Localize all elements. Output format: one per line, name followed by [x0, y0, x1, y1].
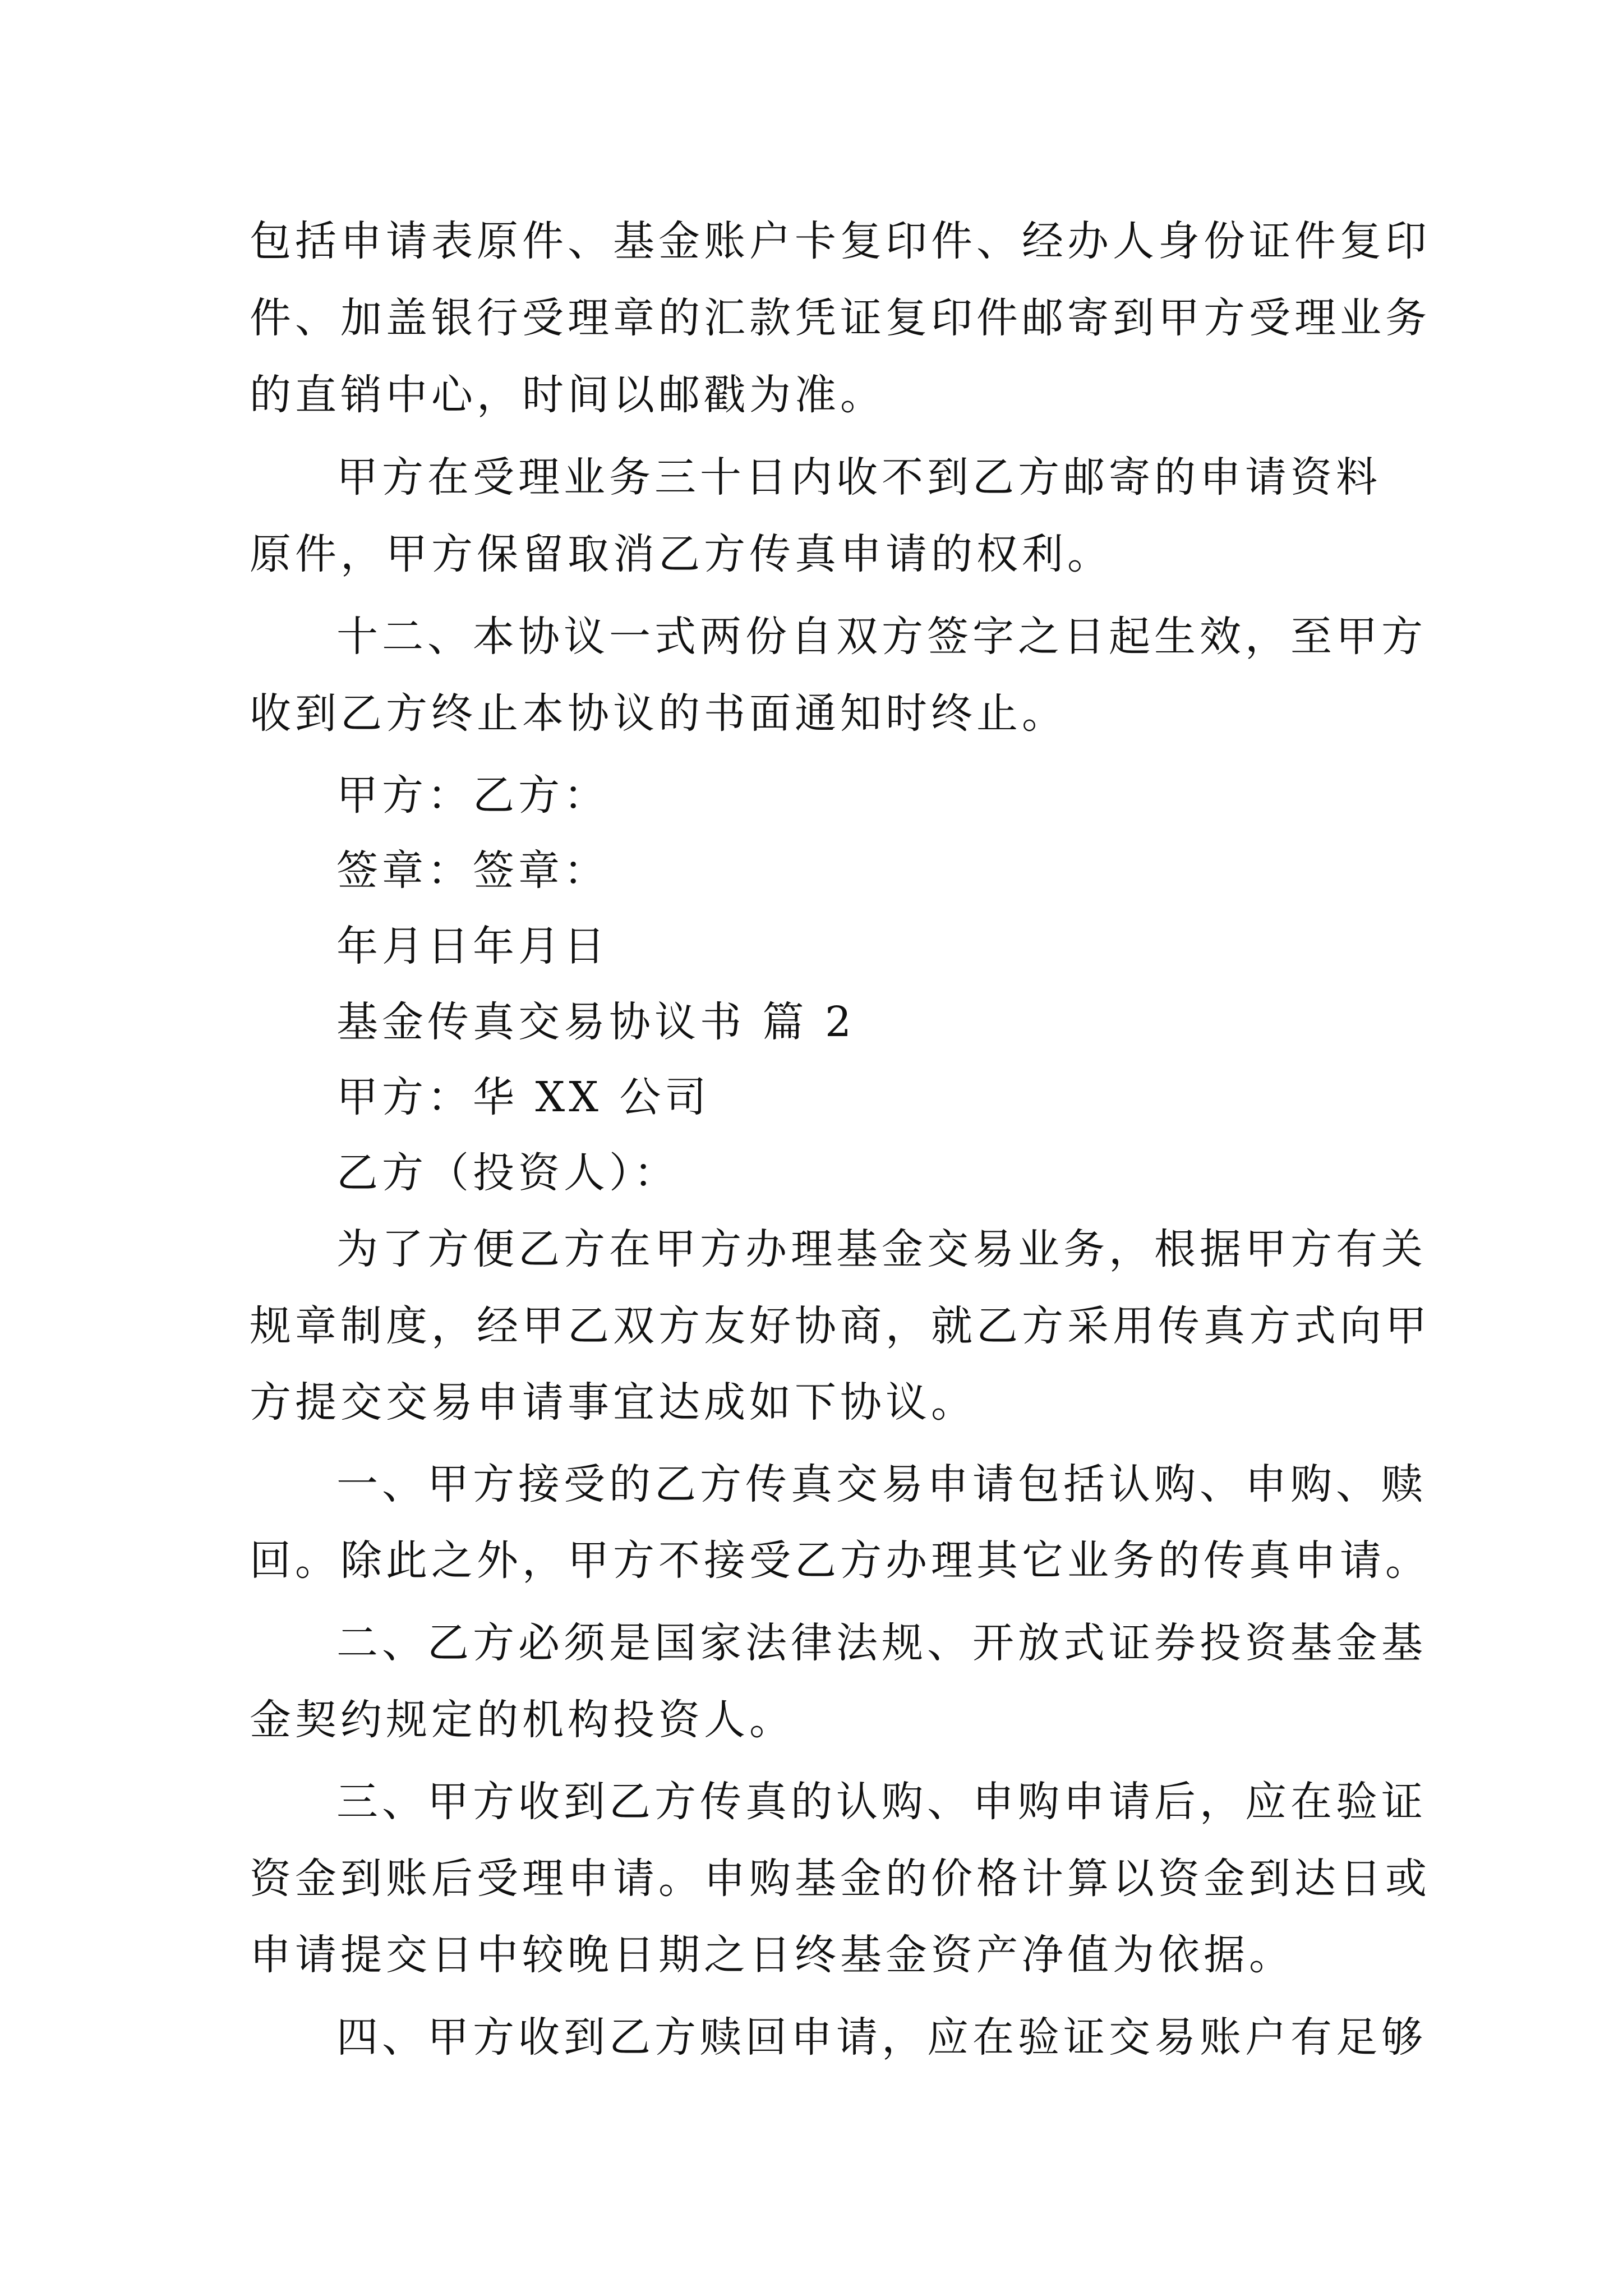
paragraph-first-line: 为了方便乙方在甲方办理基金交易业务，根据甲方有关 [336, 1225, 1427, 1273]
clause-first-line: 一、甲方接受的乙方传真交易申请包括认购、申购、赎 [336, 1460, 1427, 1508]
paragraph-first-line: 十二、本协议一式两份自双方签字之日起生效，至甲方 [336, 613, 1427, 661]
text-line: 方提交交易申请事宜达成如下协议。 [250, 1378, 976, 1427]
text-line: 规章制度，经甲乙双方友好协商，就乙方采用传真方式向甲 [250, 1302, 1431, 1350]
text-line: 收到乙方终止本协议的书面通知时终止。 [250, 689, 1067, 738]
section-title: 基金传真交易协议书 篇 2 [336, 998, 856, 1046]
text-line: 件、加盖银行受理章的汇款凭证复印件邮寄到甲方受理业务 [250, 294, 1431, 342]
text-line: 包括申请表原件、基金账户卡复印件、经办人身份证件复印 [250, 217, 1431, 265]
clause-first-line: 三、甲方收到乙方传真的认购、申购申请后，应在验证 [336, 1778, 1427, 1826]
text-line: 金契约规定的机构投资人。 [250, 1696, 795, 1744]
text-line: 原件，甲方保留取消乙方传真申请的权利。 [250, 530, 1113, 578]
signature-party-line: 甲方：乙方： [336, 771, 609, 820]
party-b-line: 乙方（投资人）： [336, 1149, 679, 1197]
text-line: 回。除此之外，甲方不接受乙方办理其它业务的传真申请。 [250, 1536, 1431, 1585]
signature-date-line: 年月日年月日 [336, 922, 609, 970]
text-line: 申请提交日中较晚日期之日终基金资产净值为依据。 [250, 1931, 1294, 1979]
clause-first-line: 四、甲方收到乙方赎回申请，应在验证交易账户有足够 [336, 2013, 1427, 2062]
party-a-line: 甲方：华 XX 公司 [336, 1073, 711, 1121]
clause-first-line: 二、乙方必须是国家法律法规、开放式证券投资基金基 [336, 1619, 1427, 1667]
text-line: 资金到账后受理申请。申购基金的价格计算以资金到达日或 [250, 1855, 1431, 1903]
text-line: 的直销中心，时间以邮戳为准。 [250, 371, 886, 419]
signature-seal-line: 签章：签章： [336, 846, 609, 895]
paragraph-first-line: 甲方在受理业务三十日内收不到乙方邮寄的申请资料 [336, 453, 1381, 501]
